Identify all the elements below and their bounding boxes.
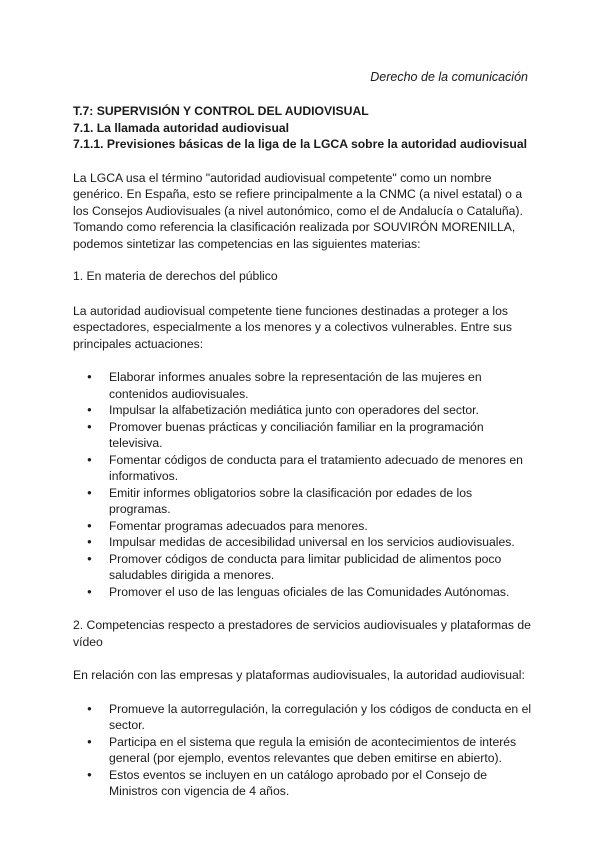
section-1-lead: La autoridad audiovisual competente tiene funciones destinadas a proteger a los espectadores, especialmente a los menores y a colectivos vulnerables. Entre sus principales actuaciones: (73, 303, 512, 351)
running-header: Derecho de la comunicación (370, 70, 528, 84)
chapter-heading: T.7: SUPERVISIÓN Y CONTROL DEL AUDIOVISUAL (73, 104, 369, 118)
section-heading: 7.1. La llamada autoridad audiovisual (73, 120, 290, 135)
list-item: ● Fomentar programas adecuados para menores. (73, 518, 533, 535)
list-item: ● Impulsar la alfabetización mediática junto con operadores del sector. (73, 402, 533, 419)
list-item: ● Elaborar informes anuales sobre la representación de las mujeres en contenidos audiovisuales. (73, 369, 533, 402)
list-item: ● Promover códigos de conducta para limitar publicidad de alimentos poco saludables dirigida a menores. (73, 551, 533, 584)
list-item: ● Fomentar códigos de conducta para el tratamiento adecuado de menores en informativos. (73, 452, 533, 485)
list-item: ● Promueve la autorregulación, la corregulación y los códigos de conducta en el sector. (73, 701, 533, 734)
section-1-list (73, 369, 533, 600)
section-1-title: 1. En materia de derechos del público (73, 269, 278, 283)
document-body (73, 103, 533, 800)
intro-paragraph: La LGCA usa el término "autoridad audiovisual competente" como un nombre genérico. En España, esto se refiere principalmente a la CNMC (a nivel estatal) o a los Consejos Audiovisuales (a nivel autonómico, como el de Andalucía o Cataluña). Tomando como referencia la clasificación realizada por SOUVIRÓN MORENILLA, podemos sintetizar las competencias en las siguientes materias: (73, 170, 523, 251)
subsection-heading: 7.1.1. Previsiones básicas de la liga de la LGCA sobre la autoridad audiovisual (73, 137, 528, 151)
section-2-list (73, 701, 533, 800)
list-item: ● Estos eventos se incluyen en un catálogo aprobado por el Consejo de Ministros con vigencia de 4 años. (73, 767, 533, 800)
section-2-lead: En relación con las empresas y plataformas audiovisuales, la autoridad audiovisual: (73, 668, 525, 682)
list-item: ● Impulsar medidas de accesibilidad universal en los servicios audiovisuales. (73, 534, 533, 551)
section-2-title: 2. Competencias respecto a prestadores de servicios audiovisuales y plataformas de vídeo (73, 618, 531, 649)
list-item: ● Promover el uso de las lenguas oficiales de las Comunidades Autónomas. (73, 584, 533, 601)
list-item: ● Emitir informes obligatorios sobre la clasificación por edades de los programas. (73, 485, 533, 518)
list-item: ● Promover buenas prácticas y conciliación familiar en la programación televisiva. (73, 419, 533, 452)
list-item: ● Participa en el sistema que regula la emisión de acontecimientos de interés general (por ejemplo, eventos relevantes que deben emitirse en abierto). (73, 734, 533, 767)
